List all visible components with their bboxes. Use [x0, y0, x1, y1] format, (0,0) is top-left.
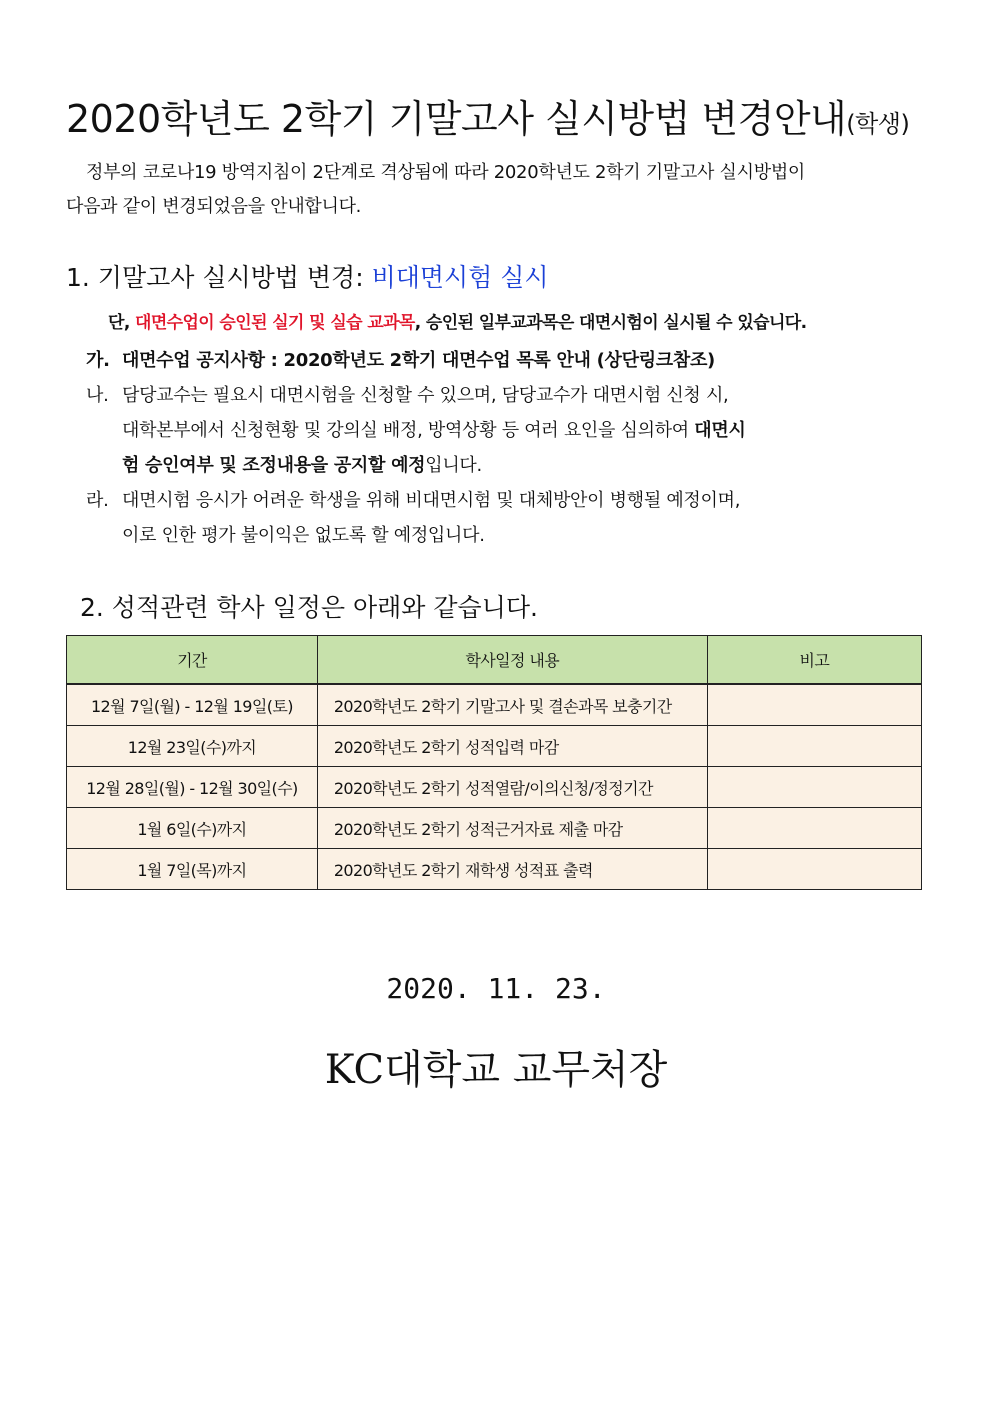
notice-date: 2020. 11. 23.: [386, 972, 606, 1005]
row-content: 2020학년도 2학기 성적입력 마감: [317, 726, 707, 767]
intro-line-1: 정부의 코로나19 방역지침이 2단계로 격상됨에 따라 2020학년도 2학기 기말고사 실시방법이: [86, 162, 806, 183]
item-na-bold-2: 험 승인여부 및 조정내용을 공지할 예정: [122, 455, 426, 476]
item-ga-text: 대면수업 공지사항 : 2020학년도 2학기 대면수업 목록 안내 (상단링크참조): [122, 350, 715, 371]
header-remarks: 비고: [707, 636, 921, 685]
schedule-table: [66, 635, 922, 890]
table-row: [67, 849, 922, 890]
issuer-signature: KC대학교 교무처장: [324, 1047, 668, 1093]
table-header-row: [67, 636, 922, 685]
row-period: 1월 7일(목)까지: [67, 849, 318, 890]
page-title-main: 2020학년도 2학기 기말고사 실시방법 변경안내: [66, 97, 847, 141]
row-remarks: [707, 808, 921, 849]
row-period: 12월 23일(수)까지: [67, 726, 318, 767]
section-1-heading: [66, 258, 549, 294]
table-row: [67, 767, 922, 808]
intro-line-2: 다음과 같이 변경되었음을 안내합니다.: [66, 196, 362, 217]
intro-paragraph: [66, 156, 932, 224]
item-na: [86, 378, 932, 483]
row-period: 1월 6일(수)까지: [67, 808, 318, 849]
page-title: [66, 88, 909, 143]
section-1-heading-text: 1. 기말고사 실시방법 변경:: [66, 263, 372, 292]
row-remarks: [707, 767, 921, 808]
item-na-line-3: [122, 448, 932, 483]
table-row: [67, 808, 922, 849]
header-period: 기간: [67, 636, 318, 685]
item-na-line-1: 담당교수는 필요시 대면시험을 신청할 수 있으며, 담당교수가 대면시험 신청 시,: [122, 385, 729, 406]
item-na-end: 입니다.: [425, 455, 482, 476]
row-content: 2020학년도 2학기 성적근거자료 제출 마감: [317, 808, 707, 849]
item-na-line-2-text: 대학본부에서 신청현황 및 강의실 배정, 방역상황 등 여러 요인을 심의하여: [122, 420, 695, 441]
item-ra-marker: 라.: [86, 490, 109, 511]
table-row: [67, 684, 922, 726]
note-prefix: 단,: [108, 313, 135, 333]
section-1-note: [108, 308, 806, 333]
item-ra: [86, 483, 932, 553]
page-title-suffix: (학생): [846, 110, 910, 138]
item-na-line-2: [122, 413, 932, 448]
section-1-items: [86, 343, 932, 553]
item-ga-marker: 가.: [86, 350, 110, 371]
header-content: 학사일정 내용: [317, 636, 707, 685]
row-remarks: [707, 726, 921, 767]
note-red-text: 대면수업이 승인된 실기 및 실습 교과목: [135, 313, 415, 333]
row-remarks: [707, 849, 921, 890]
item-na-marker: 나.: [86, 385, 109, 406]
item-na-bold-1: 대면시: [694, 420, 746, 441]
row-period: 12월 7일(월) - 12월 19일(토): [67, 684, 318, 726]
table-row: [67, 726, 922, 767]
row-remarks: [707, 684, 921, 726]
row-content: 2020학년도 2학기 재학생 성적표 출력: [317, 849, 707, 890]
item-ga: [86, 343, 932, 378]
item-ra-line-2: 이로 인한 평가 불이익은 없도록 할 예정입니다.: [122, 525, 485, 546]
item-ra-line-1: 대면시험 응시가 어려운 학생을 위해 비대면시험 및 대체방안이 병행될 예정이며,: [122, 490, 741, 511]
section-2-heading: 2. 성적관련 학사 일정은 아래와 같습니다.: [80, 593, 538, 622]
note-suffix: , 승인된 일부교과목은 대면시험이 실시될 수 있습니다.: [414, 313, 807, 333]
row-period: 12월 28일(월) - 12월 30일(수): [67, 767, 318, 808]
section-1-highlight: 비대면시험 실시: [371, 263, 549, 292]
row-content: 2020학년도 2학기 기말고사 및 결손과목 보충기간: [317, 684, 707, 726]
row-content: 2020학년도 2학기 성적열람/이의신청/정정기간: [317, 767, 707, 808]
